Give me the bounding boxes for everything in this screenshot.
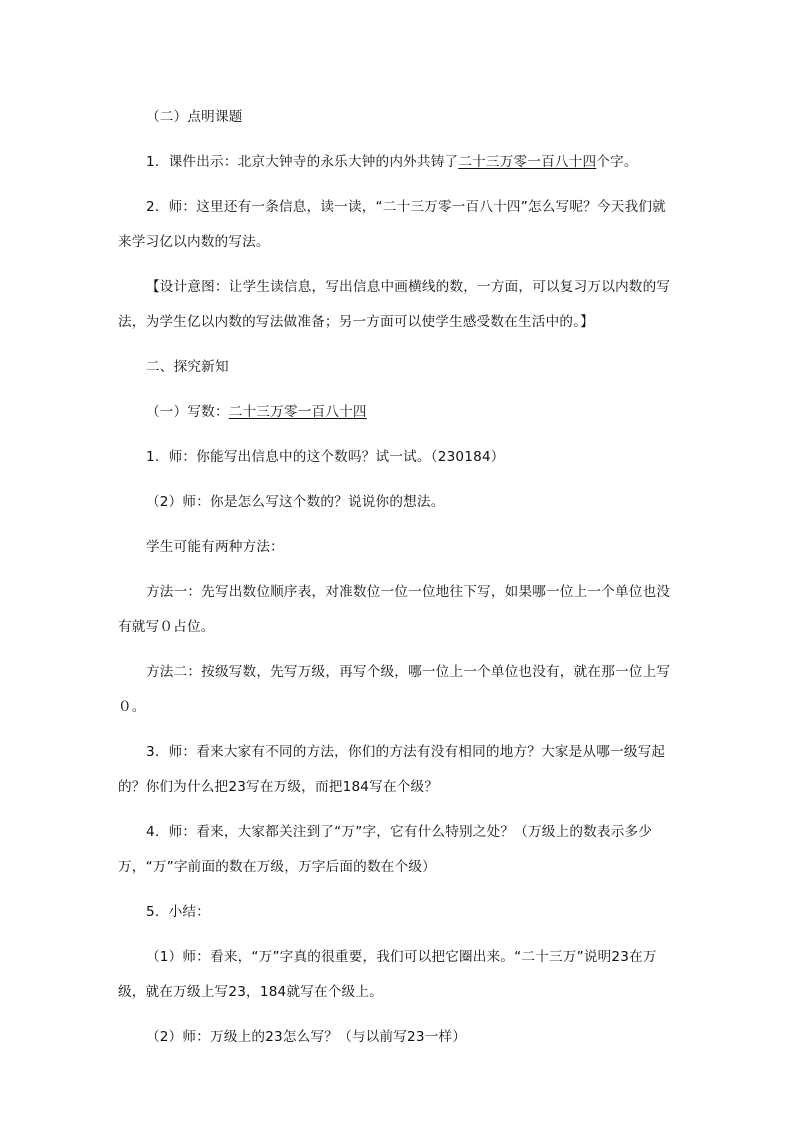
- paragraph-courseware-text: 1．课件出示：北京大钟寺的永乐大钟的内外共铸了: [146, 154, 459, 170]
- paragraph-compare-methods: [118, 735, 678, 805]
- paragraph-wan-character-text: 4．师：看来，大家都关注到了“万”字，它有什么特别之处？（万级上的数表示多少万，“万”字前面的数在万级，万字后面的数在个级）: [118, 824, 653, 875]
- paragraph-courseware-end: 个字。: [596, 154, 638, 170]
- document-body: [118, 100, 678, 1055]
- paragraph-wan-character: [118, 815, 678, 885]
- section-heading-topic-text: （二）点明课题: [146, 109, 243, 125]
- paragraph-try-write: [118, 440, 678, 475]
- paragraph-method-one: [118, 575, 678, 645]
- section-heading-explore-text: 二、探究新知: [146, 359, 229, 375]
- paragraph-write-number-label: （一）写数：: [146, 404, 229, 420]
- paragraph-summary-one: [118, 940, 678, 1010]
- paragraph-design-intent-text: 【设计意图：让学生读信息，写出信息中画横线的数，一方面，可以复习万以内数的写法，为学生亿以内数的写法做准备；另一方面可以使学生感受数在生活中的。】: [118, 279, 671, 330]
- paragraph-compare-methods-text: 3．师：看来大家有不同的方法，你们的方法有没有相同的地方？大家是从哪一级写起的？你们为什么把23写在万级，而把184写在个级？: [118, 744, 666, 795]
- paragraph-two-methods: [118, 530, 678, 565]
- paragraph-method-two-text: 方法二：按级写数，先写万级，再写个级，哪一位上一个单位也没有，就在那一位上写０。: [118, 664, 671, 715]
- paragraph-summary-two-text: （2）师：万级上的23怎么写？（与以前写23一样）: [146, 1029, 467, 1045]
- section-heading-explore: [118, 350, 678, 385]
- paragraph-method-two: [118, 655, 678, 725]
- section-heading-topic: [118, 100, 678, 135]
- paragraph-explain-thinking-text: （2）师：你是怎么写这个数的？说说你的想法。: [146, 494, 445, 510]
- paragraph-summary-one-text: （1）师：看来，“万”字真的很重要，我们可以把它圈出来。“二十三万”说明23在万级，就在万级上写23，184就写在个级上。: [118, 949, 657, 1000]
- paragraph-design-intent: [118, 270, 678, 340]
- paragraph-summary-heading-text: 5．小结：: [146, 904, 211, 920]
- paragraph-summary-heading: [118, 895, 678, 930]
- paragraph-write-number: [118, 395, 678, 430]
- paragraph-teacher-intro-text: 2．师：这里还有一条信息，读一读，“二十三万零一百八十四”怎么写呢？今天我们就来学习亿以内数的写法。: [118, 199, 666, 250]
- underlined-number-text: 二十三万零一百八十四: [458, 154, 597, 170]
- paragraph-teacher-intro: [118, 190, 678, 260]
- paragraph-method-one-text: 方法一：先写出数位顺序表，对准数位一位一位地往下写，如果哪一位上一个单位也没有就写０占位。: [118, 584, 671, 635]
- paragraph-two-methods-text: 学生可能有两种方法：: [146, 539, 284, 555]
- paragraph-explain-thinking: [118, 485, 678, 520]
- paragraph-summary-two: [118, 1020, 678, 1055]
- paragraph-try-write-text: 1．师：你能写出信息中的这个数吗？试一试。（230184）: [146, 449, 505, 465]
- paragraph-courseware: [118, 145, 678, 180]
- underlined-number-text-2: 二十三万零一百八十四: [228, 404, 367, 420]
